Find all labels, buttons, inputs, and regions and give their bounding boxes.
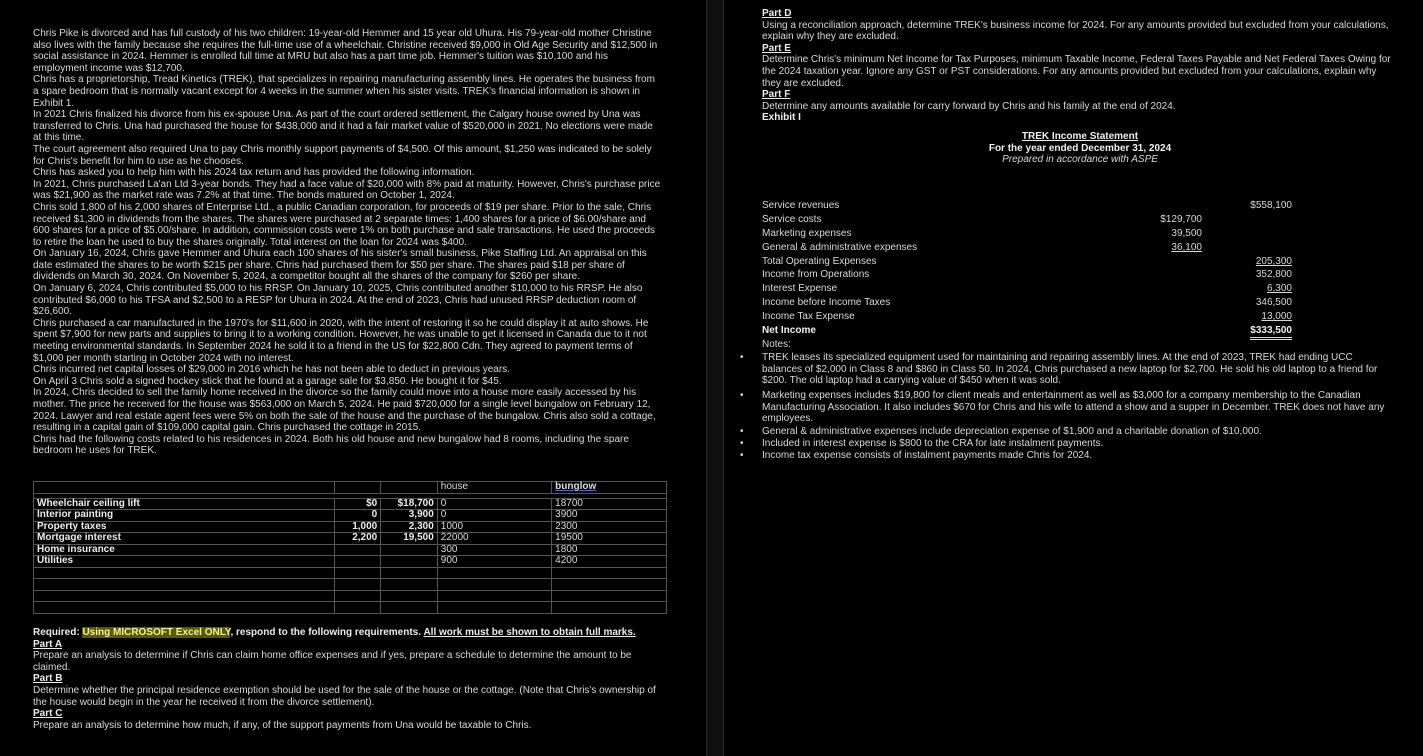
paragraph-shares: Chris sold 1,800 of his 2,000 shares of Enterprise Ltd., a public Canadian corporation, for proceeds of $19 per share. Prior to the sale, Chris received $1,300 in dividends from the shares. The shares were purchased at 2 separate times: 1,400 shares for a price of $6.00/share and 600 shares for a price of $5.00/share. In addition, commission costs were 1% on both purchase and sale transactions. He used the proceeds to retire the loan he used to buy the shares originally. Total interest on the loan for 2024 was $400. xyxy=(33,201,656,248)
part-c-heading: Part C xyxy=(33,708,63,720)
table-cell xyxy=(34,482,335,494)
statement-row xyxy=(762,214,1292,227)
statement-amount: 205,300 xyxy=(1255,256,1292,267)
statement-label: Service costs xyxy=(762,214,822,225)
table-row xyxy=(34,510,667,522)
table-cell: Wheelchair ceiling lift xyxy=(34,498,335,510)
table-cell: 22000 xyxy=(437,533,551,545)
statement-row xyxy=(762,256,1292,269)
paragraph-support: The court agreement also required Una to pay Chris monthly support payments of $4,500. Of this amount, $1,250 was indicated to be solely for Chris's benefit for him to use as he chooses. xyxy=(33,143,652,167)
table-cell xyxy=(437,567,551,579)
body-text xyxy=(33,28,663,457)
table-cell xyxy=(552,602,667,614)
table-cell xyxy=(437,602,551,614)
bullet-icon: • xyxy=(740,450,744,461)
statement-row-net-income xyxy=(762,325,1292,338)
table-cell: Interior painting xyxy=(34,510,335,522)
paragraph-family: Chris Pike is divorced and has full custody of his two children: 19-year-old Hemmer and 15 year old Uhura. His 79-year-old mother Christine also lives with the family because she requires the full-time use of a wheelchair. Christine received $9,000 in Old Age Security and $12,500 in social assistance in 2024. Hemmer is enrolled full time at MRU but also has a part time job. Hemmer's tuition was $10,100 and his employment income was $12,700. xyxy=(33,28,658,74)
statement-label: Interest Expense xyxy=(762,283,838,294)
exhibit-label: Exhibit I xyxy=(762,112,801,124)
paragraph-hockey: On April 3 Chris sold a signed hockey stick that he found at a garage sale for $3,850. He bought it for $45. xyxy=(33,375,502,387)
statement-amount: 346,500 xyxy=(1255,297,1292,308)
note-item: Marketing expenses includes $19,800 for client meals and entertainment as well as $3,000 for a company membership to the Canadian Manufacturing Association. It also includes $670 for Chris and his wife to attend a show and a supper in December. TREK does not have any employees. xyxy=(762,390,1385,425)
table-cell xyxy=(334,579,381,591)
statement-label: Total Operating Expenses xyxy=(762,256,877,267)
statement-row xyxy=(762,269,1292,282)
table-cell xyxy=(381,556,438,568)
paragraph-gift: On January 16, 2024, Chris gave Hemmer and Uhura each 100 shares of his sister's small business, Pike Staffing Ltd. An appraisal on this date estimated the shares to be worth $215 per share. Chris had purchased them for $50 per share. The shares paid $18 per share of dividends on March 30, 2024. On November 5, 2024, a competitor bought all the shares of the company for $260 per share. xyxy=(33,248,647,283)
part-f-heading: Part F xyxy=(762,89,791,101)
statement-row xyxy=(762,311,1292,324)
table-cell xyxy=(437,579,551,591)
part-d-text: Using a reconciliation approach, determine TREK's business income for 2024. For any amounts provided but excluded from your calculations, explain why they are excluded. xyxy=(762,19,1389,43)
statement-amount: $558,100 xyxy=(1250,200,1292,211)
table-row xyxy=(34,590,667,602)
table-cell: 4200 xyxy=(552,556,667,568)
bullet-icon: • xyxy=(740,352,744,363)
table-cell: 19500 xyxy=(552,533,667,545)
table-cell xyxy=(34,579,335,591)
residence-costs-table xyxy=(33,481,667,614)
table-cell xyxy=(34,567,335,579)
part-e-text: Determine Chris's minimum Net Income for Tax Purposes, minimum Taxable Income, Federal Taxes Payable and Net Federal Taxes Owing for the 2024 taxation year. Ignore any GST or PST considerations. For any amounts provided but excluded from your calculations, explain why they are excluded. xyxy=(762,54,1391,89)
part-b-text: Determine whether the principal residence exemption should be used for the sale of the house or the cottage. (Note that Chris's ownership of the house would begin in the year he received it from the divorce settlement). xyxy=(33,684,656,708)
requirements-section xyxy=(33,627,663,731)
statement-amount: $129,700 xyxy=(1160,214,1202,225)
statement-amount: $333,500 xyxy=(1250,325,1292,340)
table-cell: 300 xyxy=(437,544,551,556)
statement-amount: 36,100 xyxy=(1171,242,1202,253)
paragraph-costs: Chris had the following costs related to his residences in 2024. Both his old house and new bungalow had 8 rooms, including the spare bedroom he uses for TREK. xyxy=(33,433,629,457)
statement-label: Marketing expenses xyxy=(762,228,852,239)
table-cell xyxy=(381,482,438,494)
statement-row xyxy=(762,283,1292,296)
table-cell: Home insurance xyxy=(34,544,335,556)
statement-label: Income before Income Taxes xyxy=(762,297,891,308)
statement-row xyxy=(762,297,1292,310)
table-cell xyxy=(334,567,381,579)
paragraph-divorce: In 2021 Chris finalized his divorce from his ex-spouse Una. As part of the court ordered settlement, the Calgary house owned by Una was transferred to Chris. Una had purchased the house for $438,000 and it had a fair market value of $520,000 in 2021. No elections were made at this time. xyxy=(33,109,653,144)
statement-label: Service revenues xyxy=(762,200,840,211)
table-cell: 2300 xyxy=(552,521,667,533)
table-row xyxy=(34,544,667,556)
statement-label: Net Income xyxy=(762,325,816,336)
paragraph-bonds: In 2021, Chris purchased La'an Ltd 3-year bonds. They had a face value of $20,000 with 8% paid at maturity. However, Chris's purchase price was $21,900 as the market rate was 7.2% at that time. The bonds matured on October 1, 2024. xyxy=(33,178,661,202)
note-item: Income tax expense consists of instalment payments made Chris for 2024. xyxy=(762,450,1093,461)
right-parts xyxy=(762,8,1392,124)
table-cell: 19,500 xyxy=(381,533,438,545)
statement-period: For the year ended December 31, 2024 xyxy=(988,142,1172,154)
statement-row xyxy=(762,228,1292,241)
table-row xyxy=(34,556,667,568)
table-cell: 2,200 xyxy=(334,533,381,545)
paragraph-home-sale: In 2024, Chris decided to sell the family home received in the divorce so the family could move into a house more easily accessed by his mother. The price he received for the house was $563,000 on March 5, 2024. He paid $720,000 for a single level bungalow on February 12, 2024. Lawyer and real estate agent fees were 5% on both the sale of the house and the purchase of the bungalow. Chris also sold a cottage, resulting in a capital gain of $109,000 capital gain. Chris purchased the cottage in 2015. xyxy=(33,387,656,434)
table-row xyxy=(34,602,667,614)
table-cell xyxy=(381,579,438,591)
table-cell: $0 xyxy=(334,498,381,510)
income-statement-header xyxy=(930,131,1230,166)
statement-label: Income from Operations xyxy=(762,269,870,280)
table-header-row xyxy=(34,482,667,494)
table-cell xyxy=(334,482,381,494)
part-e-heading: Part E xyxy=(762,42,791,54)
table-cell: 900 xyxy=(437,556,551,568)
statement-amount: 6,300 xyxy=(1266,283,1292,294)
table-row xyxy=(34,498,667,510)
statement-amount: 352,800 xyxy=(1255,269,1292,280)
part-b-heading: Part B xyxy=(33,673,63,685)
table-cell: Utilities xyxy=(34,556,335,568)
bullet-icon: • xyxy=(740,390,744,401)
table-cell xyxy=(552,590,667,602)
table-cell xyxy=(381,567,438,579)
page-gutter xyxy=(706,0,724,756)
part-a-heading: Part A xyxy=(33,638,63,650)
statement-row xyxy=(762,200,1292,213)
table-row xyxy=(34,521,667,533)
table-cell: 3,900 xyxy=(381,510,438,522)
required-heading: Required: Using MICROSOFT Excel ONLY, respond to the following requirements. All work must be shown to obtain full marks. xyxy=(33,627,636,638)
table-cell: $18,700 xyxy=(381,498,438,510)
table-cell xyxy=(552,567,667,579)
column-header-house: house xyxy=(437,482,551,494)
table-cell xyxy=(381,590,438,602)
part-a-text: Prepare an analysis to determine if Chris can claim home office expenses and if yes, prepare a schedule to determine the amount to be claimed. xyxy=(33,650,632,673)
paragraph-losses: Chris incurred net capital losses of $29,000 in 2016 which he has not been able to deduct in previous years. xyxy=(33,364,510,376)
note-item: General & administrative expenses include depreciation expense of $1,900 and a charitable donation of $10,000. xyxy=(762,426,1262,437)
part-f-text: Determine any amounts available for carry forward by Chris and his family at the end of 2024. xyxy=(762,100,1176,112)
bullet-icon: • xyxy=(740,426,744,437)
table-row xyxy=(34,567,667,579)
table-cell xyxy=(334,556,381,568)
table-cell xyxy=(381,602,438,614)
table-cell xyxy=(334,544,381,556)
statement-amount: 39,500 xyxy=(1171,228,1202,239)
table-cell: 18700 xyxy=(552,498,667,510)
paragraph-request: Chris has asked you to help him with his 2024 tax return and has provided the following information. xyxy=(33,167,475,179)
statement-title: TREK Income Statement xyxy=(1021,131,1139,142)
table-cell xyxy=(381,544,438,556)
paragraph-rrsp: On January 6, 2024, Chris contributed $5,000 to his RRSP. On January 10, 2025, Chris contributed another $10,000 to his RRSP. He also contributed $6,000 to his TFSA and $2,500 to a RESP for Uhura in 2024. At the end of 2023, Chris had unused RRSP deduction room of $26,600. xyxy=(33,283,643,318)
table-cell: 1000 xyxy=(437,521,551,533)
table-cell xyxy=(34,602,335,614)
table-cell xyxy=(437,590,551,602)
table-cell xyxy=(334,602,381,614)
column-header-bunglow: bunglow xyxy=(552,482,667,494)
statement-label: Income Tax Expense xyxy=(762,311,855,322)
table-cell: 3900 xyxy=(552,510,667,522)
bullet-icon: • xyxy=(740,438,744,449)
notes-label: Notes: xyxy=(762,339,791,350)
paragraph-proprietorship: Chris has a proprietorship, Tread Kinetics (TREK), that specializes in repairing manufacturing assembly lines. He operates the business from a spare bedroom that is normally vacant except for 4 weeks in the summer when his sister visits. TREK's financial information is shown in Exhibit 1. xyxy=(33,74,655,109)
statement-label: General & administrative expenses xyxy=(762,242,918,253)
table-cell: 0 xyxy=(437,510,551,522)
table-cell: 0 xyxy=(334,510,381,522)
statement-basis: Prepared in accordance with ASPE xyxy=(1002,154,1158,166)
statement-amount: 13,000 xyxy=(1261,311,1292,322)
table-cell: 0 xyxy=(437,498,551,510)
table-row xyxy=(34,533,667,545)
table-cell: Mortgage interest xyxy=(34,533,335,545)
table-cell xyxy=(34,590,335,602)
table-cell: Property taxes xyxy=(34,521,335,533)
part-c-text: Prepare an analysis to determine how much, if any, of the support payments from Una would be taxable to Chris. xyxy=(33,719,532,731)
left-document-page xyxy=(0,0,706,756)
paragraph-car: Chris purchased a car manufactured in the 1970's for $11,600 in 2020, with the intent of restoring it so he could display it at auto shows. He spent $7,900 for new parts and supplies to bring it to a working condition. However, he was unable to get it licensed in Canada due to it not meeting environmental standards. In September 2024 he sold it to a friend in the US for $22,800 Cdn. They agreed to payment terms of $1,000 per month starting in October 2024 with no interest. xyxy=(33,317,649,364)
table-cell: 2,300 xyxy=(381,521,438,533)
table-cell xyxy=(552,579,667,591)
note-item: TREK leases its specialized equipment used for maintaining and repairing assembly lines. At the end of 2023, TREK had ending UCC balances of $2,000 in Class 8 and $860 in Class 50. In 2024, Chris purchased a new laptop for $2,700. He sold his old laptop to a friend for $200. The old laptop had a carrying value of $450 when it was sold. xyxy=(762,352,1378,387)
part-d-heading: Part D xyxy=(762,8,792,19)
statement-row xyxy=(762,242,1292,255)
table-cell xyxy=(334,590,381,602)
note-item: Included in interest expense is $800 to the CRA for late instalment payments. xyxy=(762,438,1104,449)
table-cell: 1,000 xyxy=(334,521,381,533)
table-cell: 1800 xyxy=(552,544,667,556)
table-row xyxy=(34,579,667,591)
